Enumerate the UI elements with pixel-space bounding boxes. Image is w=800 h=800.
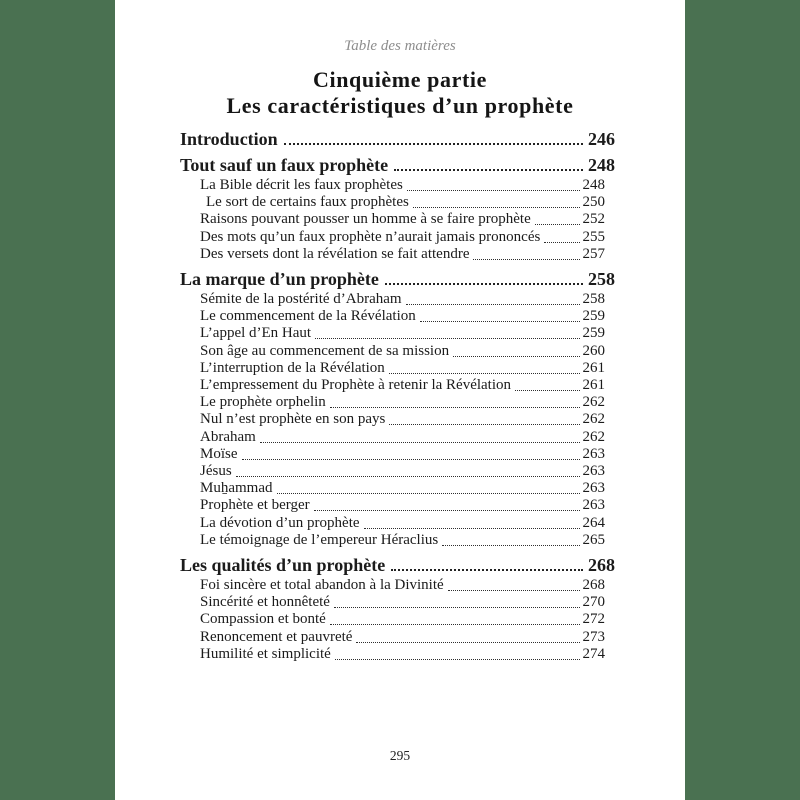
toc-entry-page: 261 [582,377,605,394]
dot-leader [356,629,579,643]
toc-entry-label: Nul n’est prophète en son pays [200,411,386,428]
toc-entry [115,343,685,360]
toc-entry [115,211,685,228]
dot-leader [315,325,579,339]
toc-entry [115,515,685,532]
toc-entry-page: 261 [582,359,605,376]
toc-entry [115,229,685,246]
toc-entry [115,611,685,628]
toc-entry-label: Le commencement de la Révélation [200,308,416,325]
dot-leader [407,177,580,191]
dot-leader [453,343,579,357]
dot-leader [535,211,580,225]
toc-entry-page: 258 [582,291,605,308]
toc-entry-label: Moïse [200,445,238,462]
dot-leader [406,291,580,305]
toc-entry-label: Raisons pouvant pousser un homme à se faire prophète [200,211,531,228]
toc-entry-label: Introduction [180,129,278,149]
dot-leader [364,515,580,529]
toc-entry-page: 272 [582,611,605,628]
toc-list [115,129,685,663]
dot-leader [236,463,580,477]
toc-entry-page: 252 [582,211,605,228]
toc-entry-label: Sémite de la postérité d’Abraham [200,291,402,308]
dot-leader [277,480,580,494]
toc-entry [115,246,685,263]
part-title-line1: Cinquième partie [313,67,487,92]
toc-entry-label: Abraham [200,428,256,445]
toc-entry [115,129,685,149]
toc-entry-page: 263 [582,480,605,497]
dot-leader [413,194,580,208]
toc-entry-label: Le sort de certains faux prophètes [206,194,409,211]
toc-entry-page: 257 [582,245,605,262]
toc-entry [115,555,685,575]
toc-entry-label: Des mots qu’un faux prophète n’aurait jamais prononcés [200,228,541,245]
dot-leader [330,611,580,625]
toc-entry-page: 274 [582,645,605,662]
part-title [115,67,685,119]
dot-leader [389,411,579,425]
toc-entry-page: 263 [582,463,605,480]
toc-entry-label: Son âge au commencement de sa mission [200,342,450,359]
dot-leader [442,532,579,546]
toc-entry-page: 262 [582,428,605,445]
toc-entry-label: Sincérité et honnêteté [200,594,330,611]
toc-entry [115,291,685,308]
toc-entry-label: Jésus [200,463,232,480]
dot-leader [420,308,580,322]
toc-entry [115,429,685,446]
dot-leader [391,555,583,571]
toc-entry-page: 259 [582,308,605,325]
toc-entry-page: 268 [582,577,605,594]
toc-entry-label: Humilité et simplicité [200,645,331,662]
toc-entry-page: 250 [582,194,605,211]
dot-leader [473,246,579,260]
toc-entry-label: Le témoignage de l’empereur Héraclius [200,531,439,548]
toc-entry-label: Prophète et berger [200,497,310,514]
dot-leader [389,360,580,374]
toc-entry [115,594,685,611]
toc-entry-label: Des versets dont la révélation se fait attendre [200,245,470,262]
toc-entry-page: 259 [582,325,605,342]
toc-entry-label: L’appel d’En Haut [200,325,312,342]
toc-entry-page: 248 [588,155,615,175]
toc-entry [115,411,685,428]
toc-entry [115,629,685,646]
toc-entry-label: Le prophète orphelin [200,394,326,411]
toc-entry-page: 258 [588,269,615,290]
toc-entry-page: 262 [582,411,605,428]
toc-entry-label: Les qualités d’un prophète [180,555,386,576]
toc-entry-page: 246 [588,129,615,149]
toc-entry [115,377,685,394]
dot-leader [242,446,580,460]
toc-entry-label: La Bible décrit les faux prophètes [200,177,403,193]
toc-entry-label: La dévotion d’un prophète [200,514,360,531]
toc-entry-page: 263 [582,497,605,514]
toc-entry-page: 260 [582,342,605,359]
page-number: 295 [389,748,411,763]
running-header: Table des matières [344,38,456,54]
toc-entry [115,497,685,514]
toc-entry-page: 264 [582,514,605,531]
toc-entry [115,155,685,175]
dot-leader [314,497,580,511]
toc-entry [115,463,685,480]
toc-page [115,0,685,800]
dot-leader [448,577,580,591]
toc-entry-label: Muẖammad [200,480,273,497]
dot-leader [515,377,579,391]
toc-entry-label: La marque d’un prophète [180,269,379,290]
toc-entry [115,360,685,377]
toc-entry-page: 262 [582,394,605,411]
toc-entry [115,269,685,289]
toc-entry-label: L’interruption de la Révélation [200,359,385,376]
toc-entry-page: 268 [588,555,615,576]
toc-entry-label: Tout sauf un faux prophète [180,155,389,175]
toc-entry-label: L’empressement du Prophète à retenir la Révélation [200,377,512,394]
toc-entry-page: 263 [582,445,605,462]
toc-entry-label: Foi sincère et total abandon à la Divinité [200,577,444,594]
toc-entry-page: 248 [582,177,605,193]
toc-entry-page: 265 [582,531,605,548]
toc-entry [115,325,685,342]
toc-entry-label: Compassion et bonté [200,611,326,628]
toc-entry [115,394,685,411]
toc-entry-page: 270 [582,594,605,611]
dot-leader [334,594,580,608]
dot-leader [385,269,583,285]
part-title-line2: Les caractéristiques d’un prophète [226,93,574,118]
toc-entry [115,480,685,497]
toc-entry [115,577,685,594]
dot-leader [394,155,583,171]
toc-entry [115,446,685,463]
dot-leader [330,394,580,408]
dot-leader [335,646,580,660]
toc-entry-page: 273 [582,628,605,645]
toc-entry [115,532,685,549]
toc-entry [115,646,685,663]
dot-leader [284,129,583,145]
dot-leader [260,429,580,443]
dot-leader [544,229,579,243]
toc-entry-label: Renoncement et pauvreté [200,628,353,645]
toc-entry [115,194,685,211]
toc-entry [115,308,685,325]
toc-entry-page: 255 [582,228,605,245]
toc-entry [115,177,685,194]
